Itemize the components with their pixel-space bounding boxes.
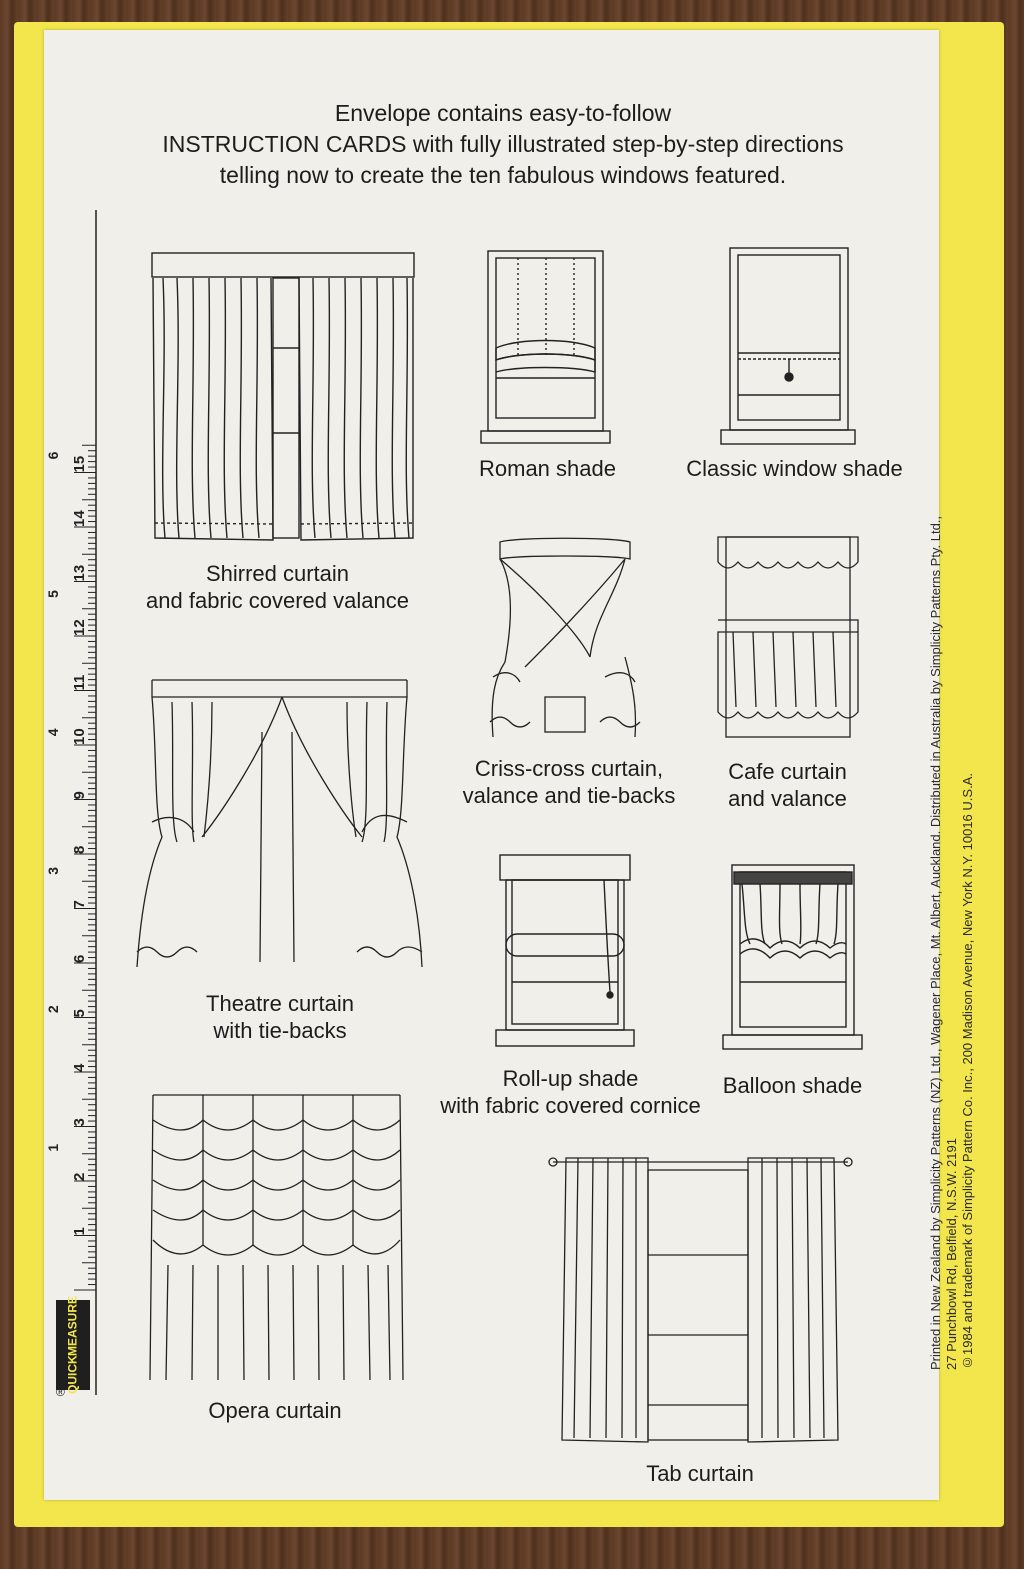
ruler-inch-label: 5 (45, 590, 61, 598)
header-line2: INSTRUCTION CARDS with fully illustrated step-by-step directions (162, 131, 844, 157)
classic-caption-line1: Classic window shade (686, 456, 903, 481)
ruler-inch-label: 3 (45, 866, 61, 875)
rollup-caption-line2: with fabric covered cornice (440, 1093, 701, 1118)
cafe-caption-line1: Cafe curtain (728, 759, 847, 784)
ruler-cm-label: 10 (71, 728, 88, 745)
criss-cross-curtain-illustration (485, 537, 645, 747)
roll-up-shade-caption (418, 1065, 723, 1119)
classic-window-shade-caption (662, 455, 927, 482)
balloon-shade-caption (705, 1072, 880, 1099)
ruler-cm-label: 11 (71, 674, 88, 691)
shirred-caption-line1: Shirred curtain (205, 561, 350, 586)
ruler-cm-label: 12 (71, 619, 88, 636)
roman-shade-caption (455, 455, 640, 482)
roman-caption-line1: Roman shade (479, 456, 616, 481)
header-line3: telling now to create the ten fabulous windows featured. (219, 162, 787, 188)
imprint-line1: Printed in New Zealand by Simplicity Patterns (NZ) Ltd., Wagener Place, Mt. Albert, Auckland. Distributed in Australia by Simplicity Patterns Pty. Ltd., (928, 515, 943, 1370)
ruler-inch-label: 6 (45, 451, 61, 460)
header-text (108, 98, 898, 191)
theatre-curtain-caption (155, 990, 405, 1044)
opera-caption-line1: Opera curtain (208, 1398, 342, 1423)
ruler-cm-label: 15 (71, 455, 88, 473)
criss-caption-line1: Criss-cross curtain, (474, 756, 664, 781)
header-line1: Envelope contains easy-to-follow (334, 100, 672, 126)
registered-mark: ® (56, 1385, 65, 1399)
shirred-curtain-illustration (145, 248, 425, 553)
opera-curtain-caption (170, 1397, 380, 1424)
ruler-cm-label: 3 (71, 1118, 88, 1127)
balloon-caption-line1: Balloon shade (722, 1073, 863, 1098)
ruler-brand (56, 1295, 90, 1395)
cafe-caption-line2: and valance (728, 786, 847, 811)
theatre-curtain-illustration (132, 672, 427, 977)
ruler-cm-label: 2 (71, 1172, 88, 1181)
imprint-text (928, 340, 990, 1370)
theatre-caption-line2: with tie-backs (213, 1018, 347, 1043)
opera-curtain-illustration (138, 1090, 410, 1390)
ruler-inch-label: 4 (45, 728, 61, 737)
tab-curtain-illustration (548, 1150, 853, 1450)
ruler-cm-label: 1 (71, 1227, 88, 1236)
roman-shade-illustration (478, 248, 613, 448)
ruler-brand-line1: QUICK (65, 1355, 80, 1395)
shirred-curtain-caption (125, 560, 430, 614)
tab-caption-line1: Tab curtain (646, 1461, 754, 1486)
ruler-cm-label: 9 (71, 791, 88, 800)
ruler-cm-label: 7 (71, 900, 88, 909)
roll-up-shade-illustration (492, 852, 637, 1057)
cafe-curtain-illustration (708, 532, 868, 747)
imprint-line3: ©1984 and trademark of Simplicity Pattern Co. Inc., 200 Madison Avenue, New York N.Y. 10016 U.S.A. (960, 773, 975, 1370)
quick-measure-ruler (44, 210, 102, 1395)
tab-curtain-caption (605, 1460, 795, 1487)
classic-window-shade-illustration (718, 245, 858, 450)
ruler-inch-label: 1 (45, 1143, 61, 1152)
ruler-cm-label: 4 (71, 1063, 88, 1072)
ruler-inch-label: 2 (45, 1005, 61, 1014)
rollup-caption-line1: Roll-up shade (502, 1066, 639, 1091)
ruler-cm-label: 8 (71, 845, 88, 854)
ruler-cm-label: 5 (71, 1009, 88, 1018)
criss-caption-line2: valance and tie-backs (462, 783, 676, 808)
ruler-brand-line2: MEASURE (65, 1295, 80, 1356)
ruler-cm-label: 13 (71, 564, 88, 582)
theatre-caption-line1: Theatre curtain (206, 991, 354, 1016)
imprint-line2: 27 Punchbowl Rd, Belfield, N.S.W. 2191 (944, 1138, 959, 1370)
criss-cross-curtain-caption (438, 755, 700, 809)
ruler-cm-label: 14 (71, 510, 88, 527)
ruler-cm-label: 6 (71, 954, 88, 963)
shirred-caption-line2: and fabric covered valance (146, 588, 409, 613)
balloon-shade-illustration (720, 862, 865, 1062)
cafe-curtain-caption (705, 758, 870, 812)
